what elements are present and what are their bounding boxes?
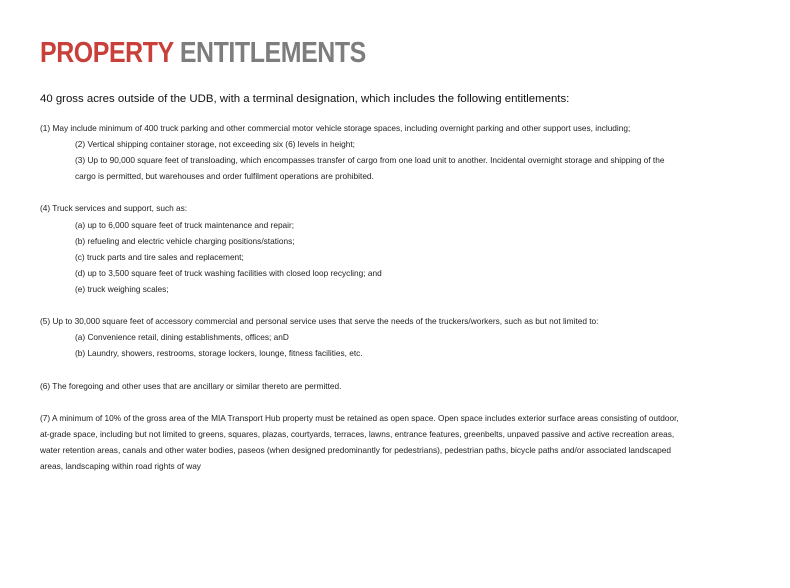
- item-3-line-2: cargo is permitted, but warehouses and order fulfilment operations are prohibited.: [75, 171, 374, 182]
- entitlements-list: [40, 120, 740, 474]
- intro-text: 40 gross acres outside of the UDB, with a terminal designation, which includes the following entitlements:: [40, 93, 570, 105]
- title-property: PROPERTY: [40, 37, 174, 69]
- item-5: (5) Up to 30,000 square feet of accessory commercial and personal service uses that serve the needs of the truckers/workers, such as but not limited to:: [40, 316, 599, 327]
- item-1: (1) May include minimum of 400 truck parking and other commercial motor vehicle storage spaces, including overnight parking and other support uses, including;: [40, 123, 631, 133]
- item-3-line-1: (3) Up to 90,000 square feet of transloading, which encompasses transfer of cargo from one load unit to another. Incidental overnight storage and shipping of the: [75, 155, 665, 166]
- item-4a: (a) up to 6,000 square feet of truck maintenance and repair;: [75, 219, 295, 230]
- title-entitlements: ENTITLEMENTS: [179, 37, 366, 69]
- item-6: (6) The foregoing and other uses that are ancillary or similar thereto are permitted.: [40, 380, 342, 391]
- item-7-line-1: (7) A minimum of 10% of the gross area of the MIA Transport Hub property must be retained as open space. Open space includes exterior surface areas consisting of outdoor,: [40, 412, 679, 423]
- item-7-line-2: at-grade space, including but not limited to greens, squares, plazas, courtyards, terraces, lawns, entrance features, greenbelts, unpaved passive and active recreation areas,: [40, 428, 675, 439]
- item-5a: (a) Convenience retail, dining establishments, offices; anD: [75, 332, 289, 343]
- item-4d: (d) up to 3,500 square feet of truck washing facilities with closed loop recycling; and: [75, 267, 382, 278]
- item-4: (4) Truck services and support, such as:: [40, 203, 188, 214]
- item-7-line-3: water retention areas, canals and other water bodies, paseos (when designed predominantly for pedestrians), pedestrian paths, bicycle paths and/or associated landscaped: [40, 444, 671, 455]
- item-5b: (b) Laundry, showers, restrooms, storage lockers, lounge, fitness facilities, etc.: [75, 348, 363, 359]
- item-4b: (b) refueling and electric vehicle charging positions/stations;: [75, 235, 295, 246]
- item-2: (2) Vertical shipping container storage, not exceeding six (6) levels in height;: [75, 139, 355, 150]
- item-7-line-4: areas, landscaping within road rights of way: [40, 460, 201, 471]
- page-title: [40, 37, 366, 69]
- item-4e: (e) truck weighing scales;: [75, 283, 169, 294]
- item-4c: (c) truck parts and tire sales and replacement;: [75, 251, 244, 262]
